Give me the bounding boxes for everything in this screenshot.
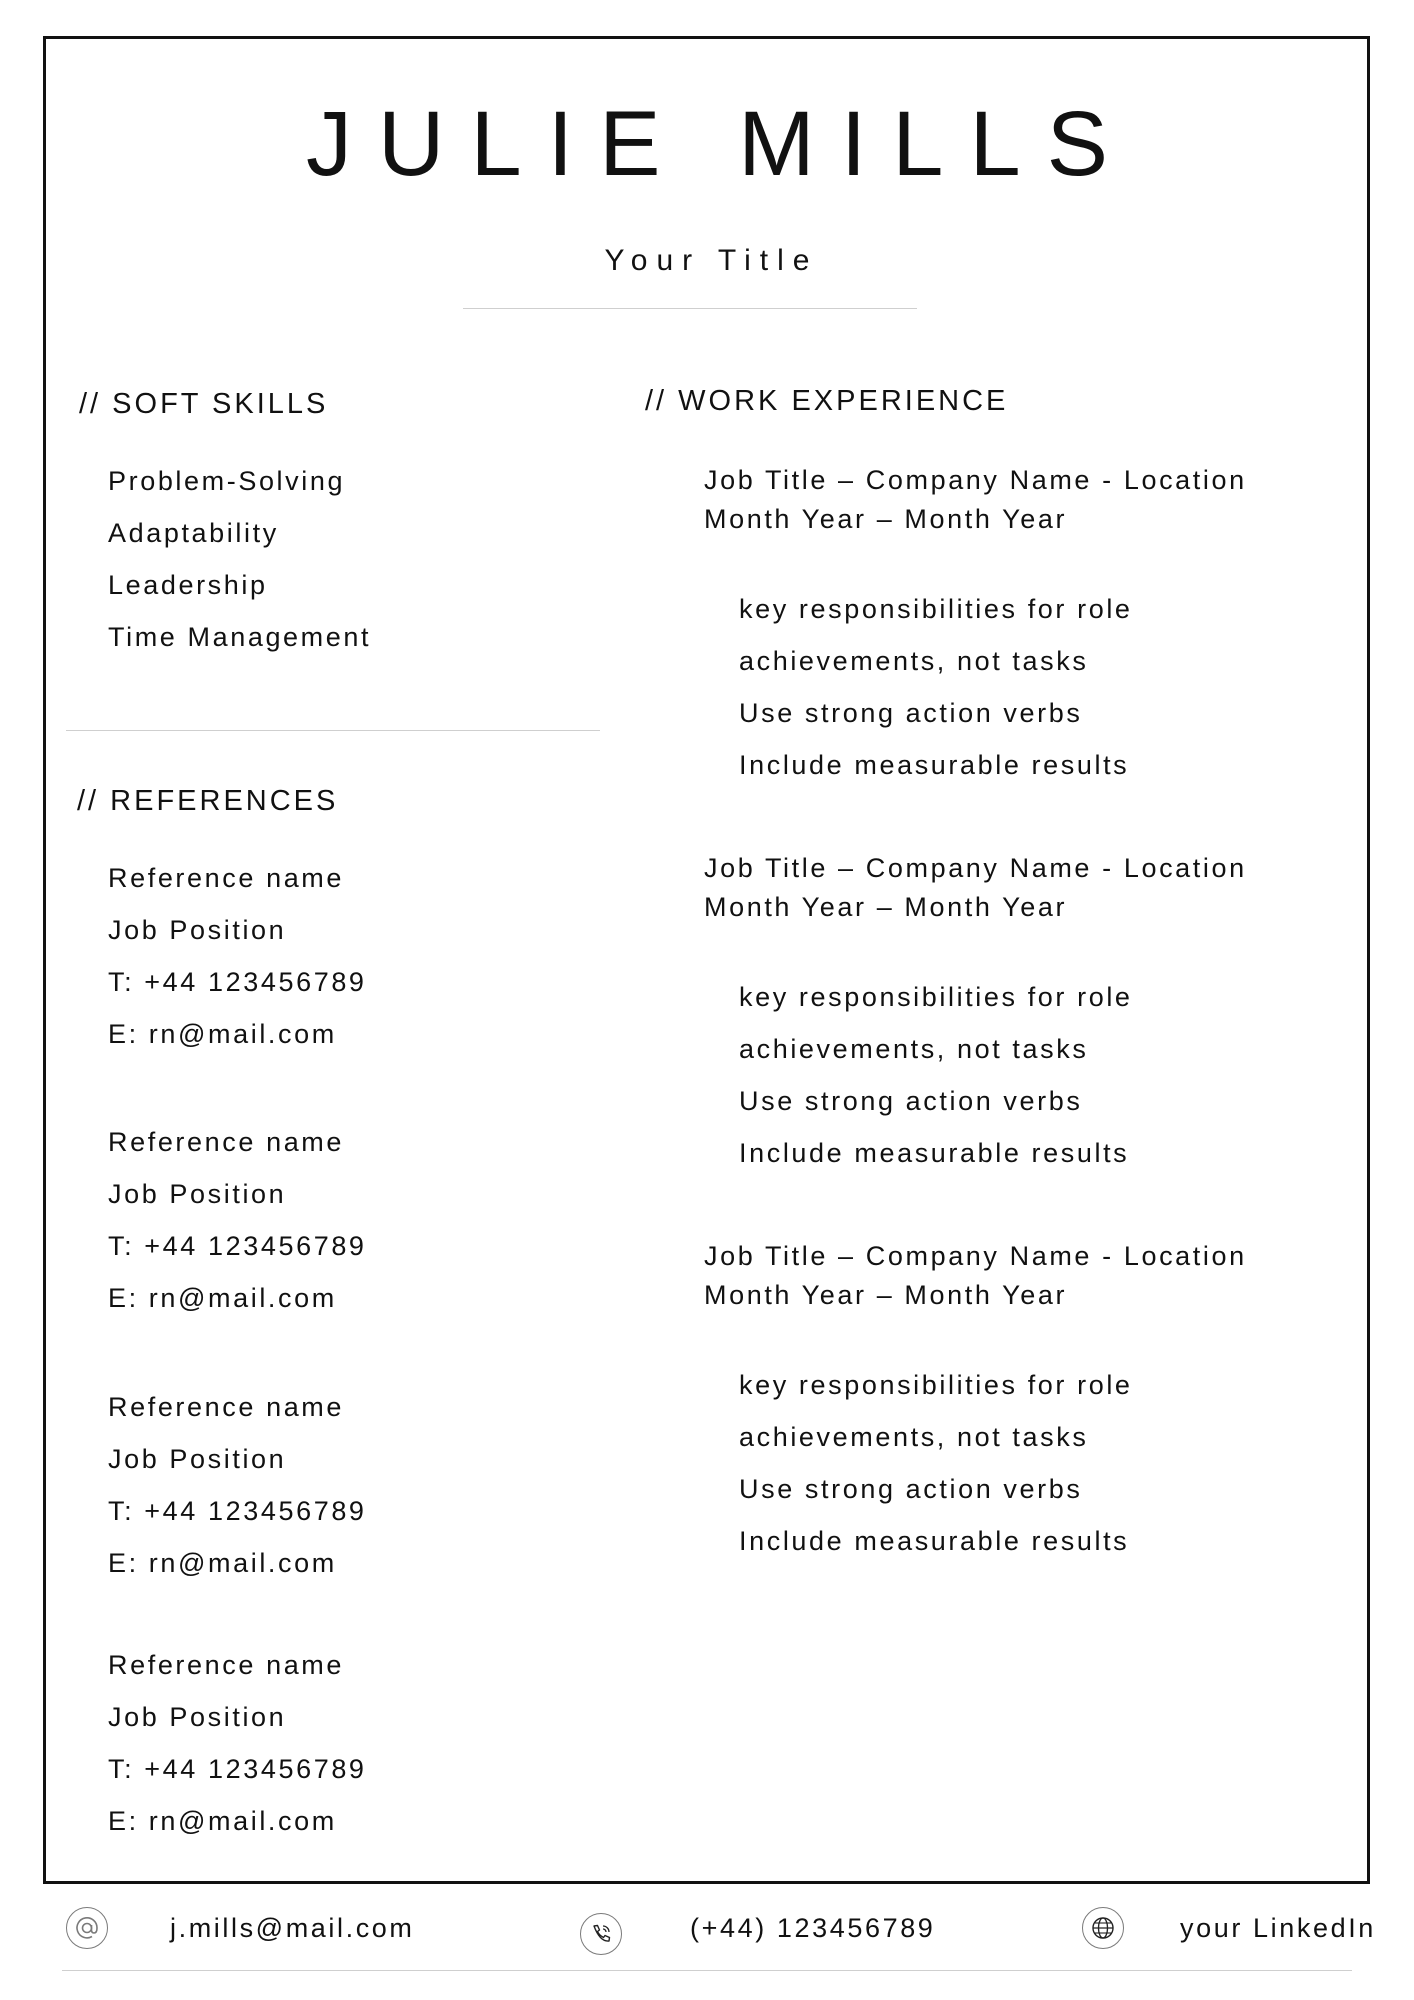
- reference-entry: [108, 1639, 367, 1847]
- list-item: achievements, not tasks: [739, 646, 1089, 676]
- reference-email: E: rn@mail.com: [108, 1548, 337, 1578]
- footer-divider: [62, 1970, 1352, 1971]
- left-column-divider: [66, 730, 600, 731]
- reference-phone: T: +44 123456789: [108, 967, 367, 997]
- reference-phone: T: +44 123456789: [108, 1496, 367, 1526]
- reference-phone: T: +44 123456789: [108, 1231, 367, 1261]
- list-item: Leadership: [108, 570, 268, 600]
- list-item: key responsibilities for role: [739, 1370, 1133, 1400]
- list-item: Use strong action verbs: [739, 1086, 1083, 1116]
- reference-name: Reference name: [108, 1392, 345, 1422]
- footer-email-icon-wrap: [66, 1906, 108, 1950]
- phone-icon: [580, 1913, 622, 1955]
- job-title-line: Job Title – Company Name - Location: [704, 465, 1247, 495]
- reference-email: E: rn@mail.com: [108, 1806, 337, 1836]
- reference-position: Job Position: [108, 915, 287, 945]
- job-entry: [704, 1237, 1247, 1567]
- candidate-name: JULIE MILLS: [306, 93, 1134, 195]
- list-item: Time Management: [108, 622, 372, 652]
- references-heading: // REFERENCES: [77, 785, 339, 817]
- list-item: key responsibilities for role: [739, 982, 1133, 1012]
- job-title-line: Job Title – Company Name - Location: [704, 1241, 1247, 1271]
- reference-entry: [108, 1116, 367, 1324]
- reference-email: E: rn@mail.com: [108, 1283, 337, 1313]
- reference-position: Job Position: [108, 1444, 287, 1474]
- footer-email[interactable]: j.mills@mail.com: [170, 1913, 415, 1943]
- list-item: Include measurable results: [739, 750, 1130, 780]
- footer-web-icon-wrap: [1082, 1906, 1124, 1950]
- list-item: Adaptability: [108, 518, 279, 548]
- footer-phone[interactable]: (+44) 123456789: [690, 1913, 936, 1943]
- reference-entry: [108, 1381, 367, 1589]
- footer-linkedin[interactable]: your LinkedIn: [1180, 1913, 1376, 1943]
- job-entry: [704, 461, 1247, 791]
- soft-skills-list: [108, 455, 371, 663]
- header-divider: [463, 308, 917, 309]
- job-title-line: Job Title – Company Name - Location: [704, 853, 1247, 883]
- job-dates: Month Year – Month Year: [704, 504, 1068, 534]
- list-item: Use strong action verbs: [739, 1474, 1083, 1504]
- job-dates: Month Year – Month Year: [704, 892, 1068, 922]
- reference-entry: [108, 852, 367, 1060]
- globe-icon: [1082, 1907, 1124, 1949]
- reference-position: Job Position: [108, 1179, 287, 1209]
- at-icon: [66, 1907, 108, 1949]
- list-item: Include measurable results: [739, 1138, 1130, 1168]
- candidate-title: Your Title: [604, 244, 819, 277]
- list-item: Use strong action verbs: [739, 698, 1083, 728]
- soft-skills-heading: // SOFT SKILLS: [79, 388, 329, 420]
- list-item: Problem-Solving: [108, 466, 346, 496]
- list-item: achievements, not tasks: [739, 1422, 1089, 1452]
- reference-name: Reference name: [108, 1650, 345, 1680]
- reference-name: Reference name: [108, 863, 345, 893]
- footer-phone-icon-wrap: [580, 1912, 622, 1956]
- list-item: achievements, not tasks: [739, 1034, 1089, 1064]
- list-item: key responsibilities for role: [739, 594, 1133, 624]
- reference-phone: T: +44 123456789: [108, 1754, 367, 1784]
- job-dates: Month Year – Month Year: [704, 1280, 1068, 1310]
- reference-position: Job Position: [108, 1702, 287, 1732]
- job-entry: [704, 849, 1247, 1179]
- list-item: Include measurable results: [739, 1526, 1130, 1556]
- reference-email: E: rn@mail.com: [108, 1019, 337, 1049]
- reference-name: Reference name: [108, 1127, 345, 1157]
- work-experience-heading: // WORK EXPERIENCE: [645, 385, 1009, 417]
